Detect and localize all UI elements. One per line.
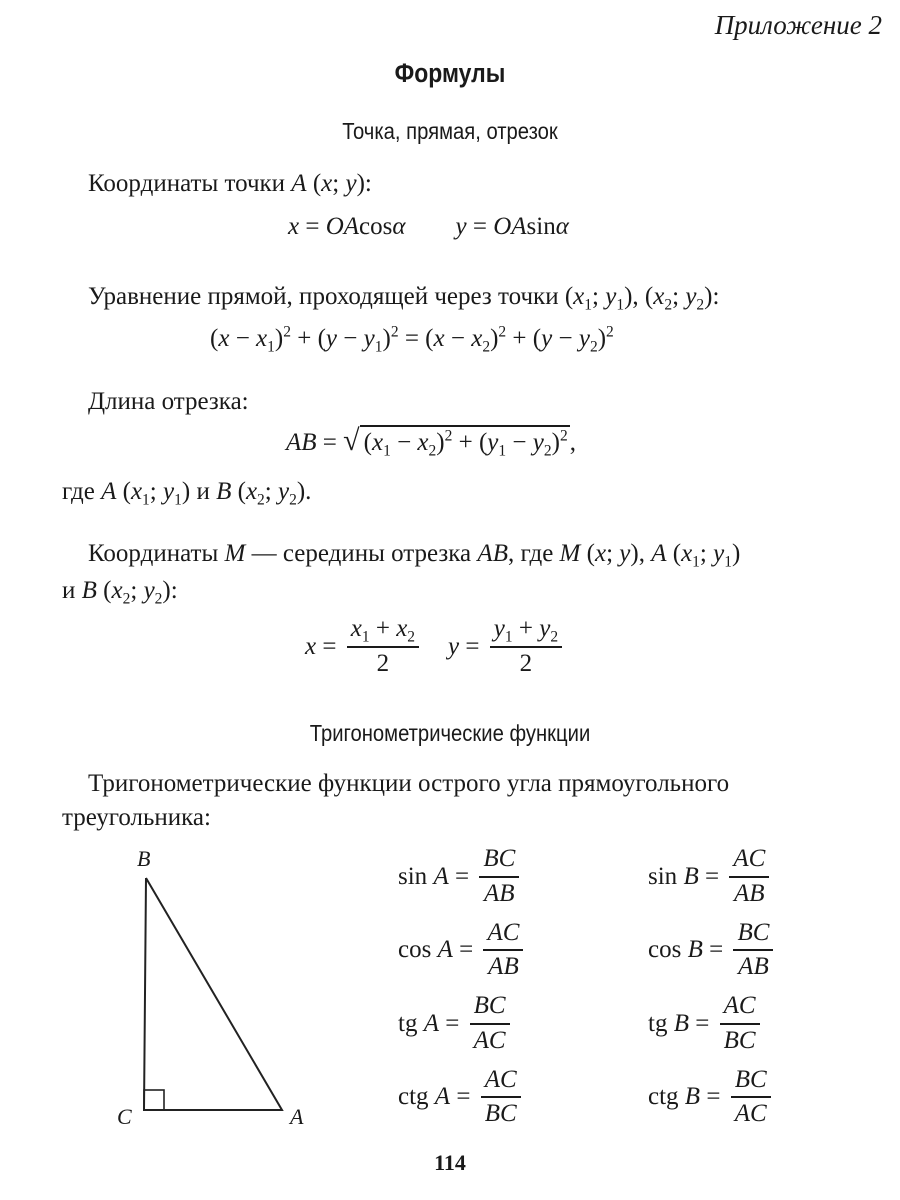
- section-heading-point-line-segment: Точка, прямая, отрезок: [342, 118, 558, 144]
- trig-sin-a: sin A = $\frac{BC}{AB}$: [398, 845, 648, 909]
- trig-sin-b: sin B = $\frac{AC}{AB}$: [648, 845, 818, 909]
- line-equation-text: Уравнение прямой, проходящей через точки ($x_1$; $y_1$), ($x_2$; $y_2$):: [88, 283, 720, 314]
- trig-cos-a: cos A = $\frac{AC}{AB}$: [398, 919, 648, 983]
- right-triangle-diagram: [100, 840, 320, 1140]
- line-equation-formula: $(x - x_1)^2 + (y - y_1)^2 = (x - x_2)^2 + (y - y_2)^2$: [210, 323, 614, 356]
- trig-intro-line2: треугольника:: [62, 804, 211, 831]
- trig-cos-b: cos B = $\frac{BC}{AB}$: [648, 919, 818, 983]
- segment-length-formula: AB = √ $(x_1 - x_2)^2 + (y_1 - y_2)^2$,: [286, 424, 576, 460]
- midpoint-formula: x = $\frac{x_1 + x_2}{2}$ y = $\frac{y_1 + y_2}{2}$: [305, 615, 566, 679]
- trig-formulas: [398, 845, 818, 1129]
- midpoint-text-line1: Координаты M — середины отрезка AB, где M (x; y), A ($x_1$; $y_1$): [88, 540, 741, 571]
- vertex-label-a: A: [290, 1104, 304, 1129]
- section-heading-trig-functions: Тригонометрические функции: [309, 720, 591, 746]
- point-coordinates-formula: x = OAcosα y = OAsinα: [288, 213, 569, 240]
- trig-ctg-a: ctg A = $\frac{AC}{BC}$: [398, 1066, 648, 1130]
- trig-tg-b: tg B = $\frac{AC}{BC}$: [648, 992, 818, 1056]
- segment-length-text: Длина отрезка:: [88, 388, 249, 415]
- point-coordinates-text: Координаты точки A (x; y):: [88, 170, 372, 197]
- segment-length-note: где A ($x_1$; $y_1$) и B ($x_2$; $y_2$).: [62, 478, 312, 509]
- page-title: Формулы: [394, 58, 506, 88]
- page-number: 114: [434, 1150, 466, 1175]
- appendix-label: Приложение 2: [714, 10, 882, 40]
- trig-intro-line1: Тригонометрические функции острого угла прямоугольного: [88, 770, 730, 797]
- vertex-label-c: C: [117, 1104, 132, 1129]
- midpoint-text-line2: и B ($x_2$; $y_2$):: [62, 577, 178, 608]
- trig-tg-a: tg A = $\frac{BC}{AC}$: [398, 992, 648, 1056]
- trig-ctg-b: ctg B = $\frac{BC}{AC}$: [648, 1066, 818, 1130]
- vertex-label-b: B: [137, 846, 151, 871]
